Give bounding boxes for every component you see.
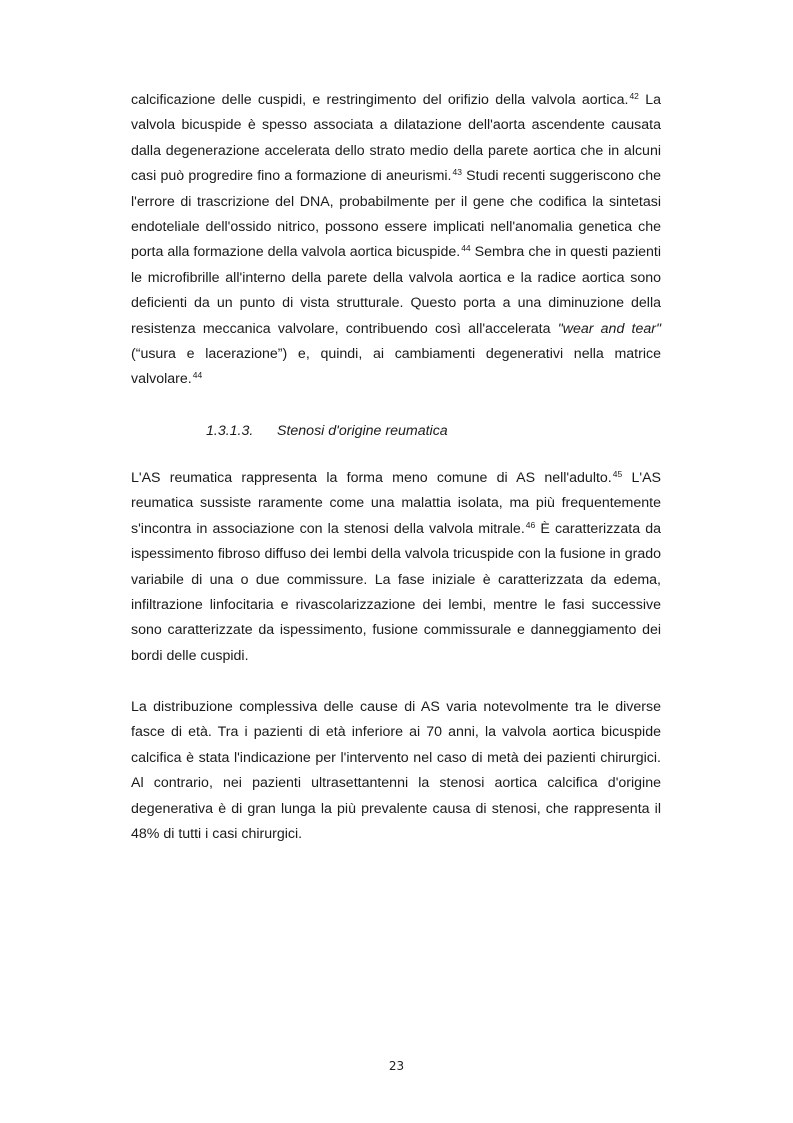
citation-44-b: 44 <box>192 370 203 381</box>
para2-sentence-1: L'AS reumatica rappresenta la forma meno comune di AS nell'adulto. <box>131 470 612 486</box>
citation-45: 45 <box>612 469 623 479</box>
para1-sentence-4: Sembra che in questi pazienti le microfibrille all'interno della parete della valvola aortica e la radice aortica sono deficienti da un punto di vista strutturale. Questo porta a una diminuzione della resistenza meccanica valvolare, contribuendo così all'accelerata <box>131 244 661 337</box>
paragraph-bicuspid-valve <box>131 88 661 393</box>
page-number: 23 <box>388 1059 405 1073</box>
para2-sentence-3: È caratterizzata da ispessimento fibroso diffuso dei lembi della valvola tricuspide con la fusione in grado variabile di una o due commissure. La fase iniziale è caratterizzata da edema, infiltrazione linfocitaria e rivascolarizzazione dei lembi, mentre le fasi successive sono caratterizzate da ispessimento, fusione commissurale e danneggiamento dei bordi delle cuspidi. <box>131 520 661 664</box>
para1-sentence-3: Studi recenti suggeriscono che l'errore di trascrizione del DNA, probabilmente per il gene che codifica la sintetasi endoteliale dell'ossido nitrico, possono essere implicati nell'anomalia genetica che porta alla formazione della valvola aortica bicuspide. <box>131 168 662 261</box>
section-heading <box>206 421 448 441</box>
italic-term: "wear and tear" <box>557 320 662 337</box>
para2-sentence-2: L'AS reumatica sussiste raramente come una malattia isolata, ma più frequentemente s'incontra in associazione con la stenosi della valvola mitrale. <box>131 470 662 537</box>
paragraph-rheumatic-as <box>131 466 661 669</box>
paragraph-as-distribution: La distribuzione complessiva delle cause di AS varia notevolmente tra le diverse fasce di età. Tra i pazienti di età inferiore ai 70 anni, la valvola aortica bicuspide calcifica è stata l'indicazione per l'intervento nel caso di metà dei pazienti chirurgici. Al contrario, nei pazienti ultrasettantenni la stenosi aortica calcifica d'origine degenerativa è di gran lunga la più prevalente causa di stenosi, che rappresenta il 48% di tutti i casi chirurgici. <box>131 699 661 843</box>
citation-43: 43 <box>452 167 462 178</box>
citation-44: 44 <box>461 243 471 254</box>
section-number: 1.3.1.3. <box>206 423 254 439</box>
para1-sentence-5: (“usura e lacerazione”) e, quindi, ai cambiamenti degenerativi nella matrice valvolare. <box>131 346 661 388</box>
citation-42: 42 <box>629 91 639 101</box>
para1-sentence-1: calcificazione delle cuspidi, e restringimento del orifizio della valvola aortica. <box>131 92 629 108</box>
section-title: Stenosi d'origine reumatica <box>277 423 448 439</box>
citation-46: 46 <box>525 519 536 530</box>
para1-sentence-2: La valvola bicuspide è spesso associata a dilatazione dell'aorta ascendente causata dalla degenerazione accelerata dello strato medio della parete aortica che in alcuni casi può progredire fino a formazione di aneurismi. <box>131 92 661 185</box>
